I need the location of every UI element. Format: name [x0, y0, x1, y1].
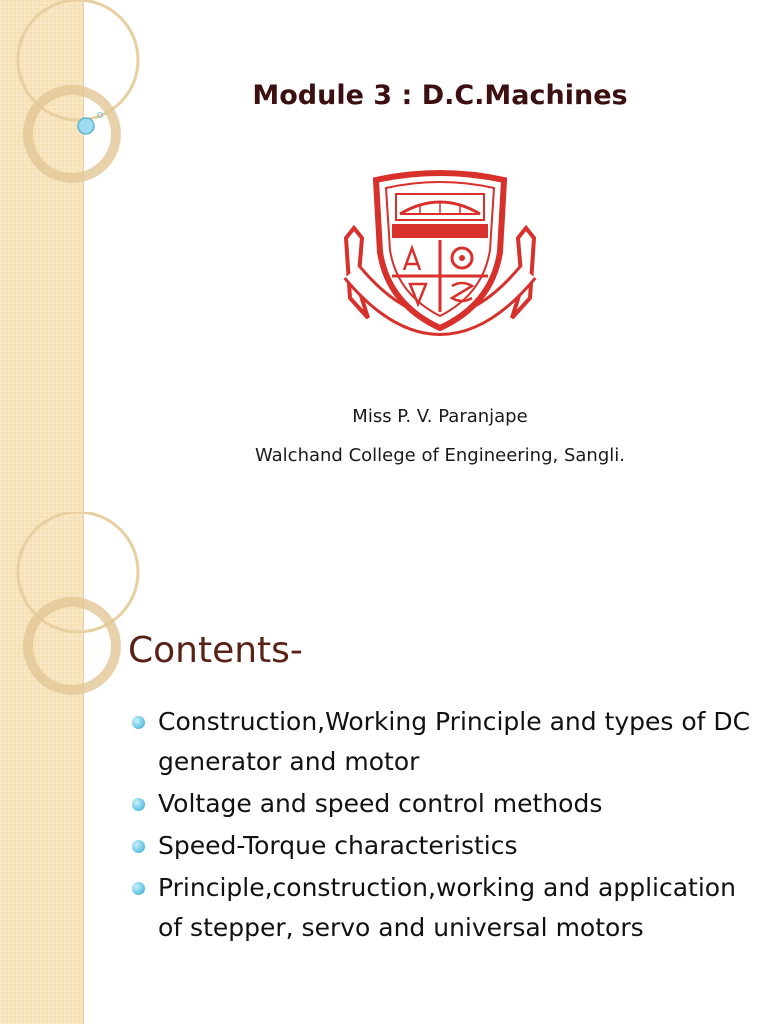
contents-list	[128, 702, 753, 950]
list-item-text: Principle,construction,working and application of stepper, servo and universal motors	[158, 873, 736, 942]
bullet-icon	[132, 716, 145, 729]
list-item	[128, 784, 753, 824]
list-item	[128, 702, 753, 782]
list-item-text: Speed-Torque characteristics	[158, 831, 518, 860]
list-item	[128, 868, 753, 948]
decorative-rings-icon	[0, 512, 140, 712]
list-item	[128, 826, 753, 866]
bullet-icon	[132, 882, 145, 895]
author-name: Miss P. V. Paranjape	[352, 406, 528, 427]
contents-slide	[0, 512, 768, 1024]
list-item-text: Construction,Working Principle and types of DC generator and motor	[158, 707, 751, 776]
slide-title: Module 3 : D.C.Machines	[252, 80, 628, 111]
college-emblem-icon	[340, 168, 540, 350]
institute-name: Walchand College of Engineering, Sangli.	[255, 445, 625, 466]
bullet-icon	[132, 840, 145, 853]
list-item-text: Voltage and speed control methods	[158, 789, 603, 818]
bullet-icon	[132, 798, 145, 811]
contents-heading: Contents-	[128, 630, 303, 671]
